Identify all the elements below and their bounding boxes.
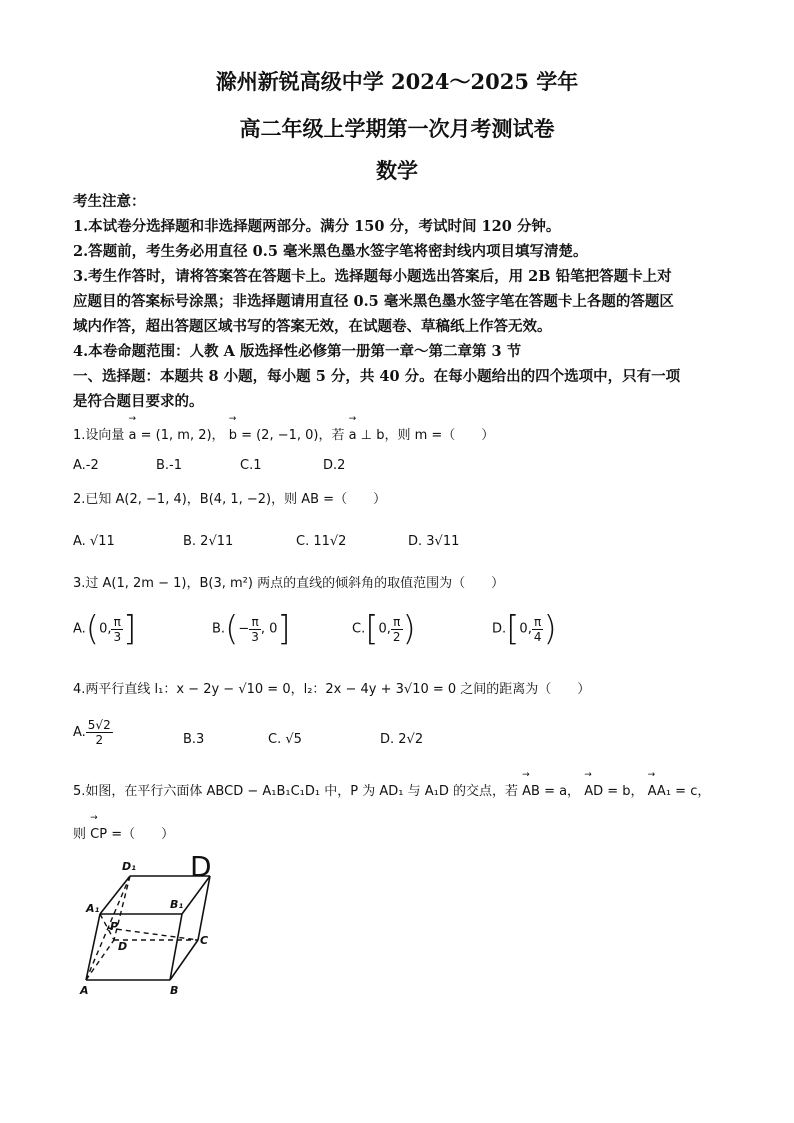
- q5-text: 5.如图，在平行六面体 ABCD − A₁B₁C₁D₁ 中，P 为 AD₁ 与 A₁D 的交点，若: [73, 784, 518, 799]
- q1-text: 1.设向量: [73, 428, 125, 443]
- notice-heading: 考生注意：: [73, 193, 146, 210]
- q4-option-b: B.3: [183, 732, 205, 747]
- left-bracket: (: [225, 609, 239, 649]
- numerator: 5√2: [87, 718, 111, 732]
- parallelepiped-figure: [70, 850, 230, 1000]
- right-bracket: ]: [277, 609, 291, 649]
- question-3: 3.过 A(1, 2m − 1)，B(3, m²) 两点的直线的倾斜角的取值范围为（ ）: [73, 576, 505, 591]
- label-d1: D₁: [122, 860, 136, 873]
- option-label: B.: [212, 621, 226, 637]
- question-5-cont: [73, 823, 174, 842]
- fraction: [111, 615, 123, 644]
- left-bracket: [: [365, 609, 379, 649]
- option-label: C.: [352, 621, 366, 637]
- option-label: A.: [73, 621, 86, 637]
- q2-option-d: D. 3√11: [408, 534, 460, 549]
- fraction: [86, 718, 113, 747]
- label-c: C: [200, 934, 209, 947]
- denominator: 3: [251, 629, 259, 644]
- denominator: 2: [392, 629, 401, 644]
- denominator: 4: [533, 629, 542, 644]
- notice-item: 应题目的答案标号涂黑；非选择题请用直径 0.5 毫米黑色墨水签字笔在答题卡上各题的答题区: [73, 293, 674, 310]
- numerator: π: [111, 615, 123, 630]
- q5-vector-aa1: → AA₁ = c，: [648, 780, 711, 799]
- question-4: 4.两平行直线 l₁：x − 2y − √10 = 0，l₂：2x − 4y + 3√10 = 0 之间的距离为（ ）: [73, 682, 591, 697]
- q1-option-a: A.-2: [73, 458, 99, 473]
- q5-vector-ad: → AD = b，: [584, 780, 643, 799]
- q1-vector-b: → b = (2, −1, 0)，若: [229, 424, 345, 443]
- option-part: 0,: [519, 621, 532, 637]
- edge-cc1: [198, 876, 210, 940]
- q3-option-a: [73, 609, 137, 649]
- right-bracket: ): [402, 609, 416, 649]
- segment-pc: [108, 928, 198, 940]
- question-1: [73, 424, 494, 443]
- fraction: [391, 615, 403, 644]
- option-part: 0,: [99, 621, 112, 637]
- label-p: P: [110, 920, 119, 933]
- right-bracket: ): [543, 609, 557, 649]
- notice-item: 域内作答，超出答题区域书写的答案无效，在试题卷、草稿纸上作答无效。: [73, 318, 552, 335]
- q5-text: 则: [73, 827, 87, 842]
- q3-option-c: [352, 609, 416, 649]
- q4-option-c: C. √5: [268, 732, 302, 747]
- right-bracket: ]: [123, 609, 137, 649]
- q2-option-c: C. 11√2: [296, 534, 347, 549]
- notice-item: 1.本试卷分选择题和非选择题两部分。满分 150 分，考试时间 120 分钟。: [73, 218, 561, 235]
- question-2: 2.已知 A(2, −1, 4)，B(4, 1, −2)，则 AB =（ ）: [73, 492, 387, 507]
- question-5: [73, 780, 710, 799]
- label-b: B: [170, 984, 179, 997]
- q4-option-d: D. 2√2: [380, 732, 424, 747]
- q1-vector-a: → a = (1, m, 2)，: [129, 424, 225, 443]
- q3-option-b: [212, 609, 291, 649]
- q1-option-d: D.2: [323, 458, 346, 473]
- q5-vector-ab: → AB = a，: [522, 780, 580, 799]
- fraction: [532, 615, 544, 644]
- notice-item: 2.答题前，考生务必用直径 0.5 毫米黑色墨水签字笔将密封线内项目填写清楚。: [73, 243, 588, 260]
- section-heading: 一、选择题：本题共 8 小题，每小题 5 分，共 40 分。在每小题给出的四个选项中，只有一项: [73, 368, 681, 385]
- numerator: π: [391, 615, 403, 630]
- label-d: D: [118, 940, 128, 953]
- section-heading-cont: 是符合题目要求的。: [73, 393, 204, 410]
- notice-item: 4.本卷命题范围：人教 A 版选择性必修第一册第一章～第二章第 3 节: [73, 343, 522, 360]
- q3-option-d: [492, 609, 557, 649]
- notice-item: 3.考生作答时，请将答案答在答题卡上。选择题每小题选出答案后，用 2B 铅笔把答题卡上对: [73, 268, 672, 285]
- option-label: D.: [492, 621, 507, 637]
- q1-option-b: B.-1: [156, 458, 183, 473]
- numerator: π: [532, 615, 544, 630]
- q2-option-a: A. √11: [73, 534, 115, 549]
- label-a1: A₁: [86, 902, 100, 915]
- option-part: −: [238, 621, 250, 637]
- option-part: 0,: [378, 621, 391, 637]
- q5-vector-cp: → CP =（ ）: [90, 823, 174, 842]
- stray-letter-d: D: [190, 850, 212, 883]
- exam-title: 滁州新锐高级中学 2024～2025 学年: [215, 69, 579, 94]
- numerator: π: [249, 615, 261, 630]
- q1-option-c: C.1: [240, 458, 262, 473]
- q4-option-a: [73, 718, 113, 747]
- exam-subtitle: 高二年级上学期第一次月考测试卷: [239, 116, 555, 141]
- fraction: [249, 615, 261, 644]
- option-part: , 0: [260, 621, 278, 637]
- label-b1: B₁: [170, 898, 184, 911]
- q1-condition: → a ⊥ b，则 m =（ ）: [349, 424, 495, 443]
- subject-title: 数学: [376, 158, 418, 183]
- denominator: 3: [113, 629, 122, 644]
- left-bracket: (: [85, 609, 100, 649]
- option-label: A.: [73, 725, 86, 740]
- label-a: A: [80, 984, 89, 997]
- left-bracket: [: [506, 609, 520, 649]
- q2-option-b: B. 2√11: [183, 534, 234, 549]
- denominator: 2: [95, 733, 104, 747]
